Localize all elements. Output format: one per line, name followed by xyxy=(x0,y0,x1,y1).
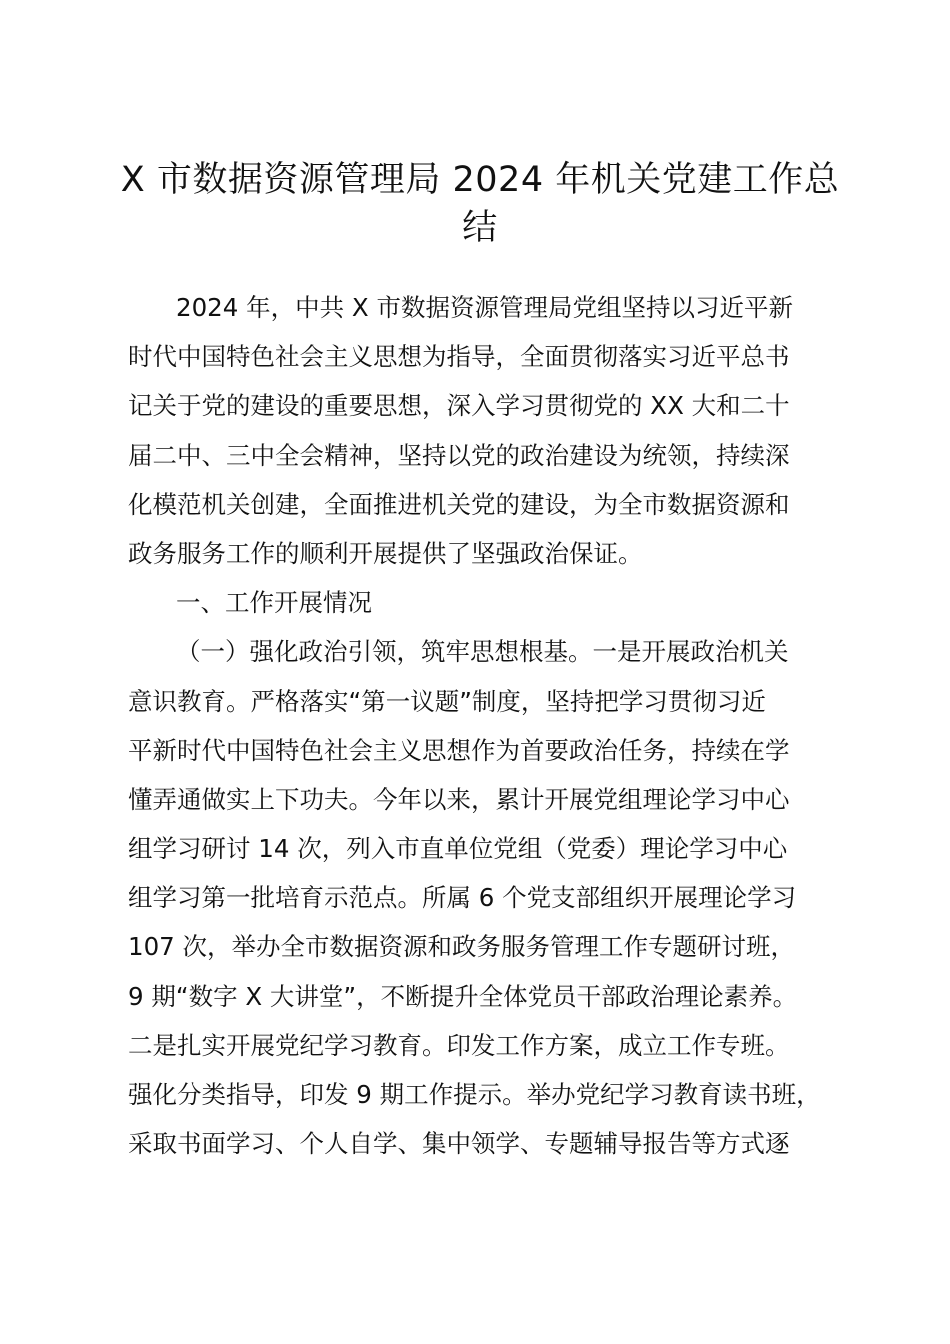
text-line: 组学习第一批培育示范点。所属 6 个党支部组织开展理论学习 xyxy=(128,883,797,913)
text-line: 二是扎实开展党纪学习教育。印发工作方案，成立工作专班。 xyxy=(128,1030,790,1060)
paragraph-intro xyxy=(128,283,848,578)
text-line: 化模范机关创建，全面推进机关党的建设，为全市数据资源和 xyxy=(128,489,790,519)
text-line: 政务服务工作的顺利开展提供了坚强政治保证。 xyxy=(128,538,643,568)
title-line: 结 xyxy=(462,208,498,248)
text-line: 记关于党的建设的重要思想，深入学习贯彻党的 XX 大和二十 xyxy=(128,391,790,421)
text-line: 意识教育。严格落实“第一议题”制度，坚持把学习贯彻习近 xyxy=(128,686,766,716)
section-heading: 一、工作开展情况 xyxy=(176,588,372,618)
document-title xyxy=(120,156,840,252)
text-line: 强化分类指导，印发 9 期工作提示。举办党纪学习教育读书班， xyxy=(128,1080,821,1109)
paragraph-section-1 xyxy=(128,627,848,1168)
text-line: 2024 年，中共 X 市数据资源管理局党组坚持以习近平新 xyxy=(176,293,793,322)
document-body xyxy=(128,283,848,1168)
text-line: 平新时代中国特色社会主义思想作为首要政治任务，持续在学 xyxy=(128,735,790,765)
text-line: 懂弄通做实上下功夫。今年以来，累计开展党组理论学习中心 xyxy=(128,784,790,814)
title-line: X 市数据资源管理局 2024 年机关党建工作总 xyxy=(120,160,840,200)
text-line: （一）强化政治引领，筑牢思想根基。一是开展政治机关 xyxy=(176,637,789,667)
text-line: 采取书面学习、个人自学、集中领学、专题辅导报告等方式逐 xyxy=(128,1129,790,1159)
text-line: 时代中国特色社会主义思想为指导，全面贯彻落实习近平总书 xyxy=(128,342,790,372)
text-line: 9 期“数字 X 大讲堂”，不断提升全体党员干部政治理论素养。 xyxy=(128,981,798,1011)
text-line: 107 次，举办全市数据资源和政务服务管理工作专题研讨班， xyxy=(128,932,796,962)
text-line: 组学习研讨 14 次，列入市直单位党组（党委）理论学习中心 xyxy=(128,834,788,864)
text-line: 届二中、三中全会精神，坚持以党的政治建设为统领，持续深 xyxy=(128,440,790,470)
